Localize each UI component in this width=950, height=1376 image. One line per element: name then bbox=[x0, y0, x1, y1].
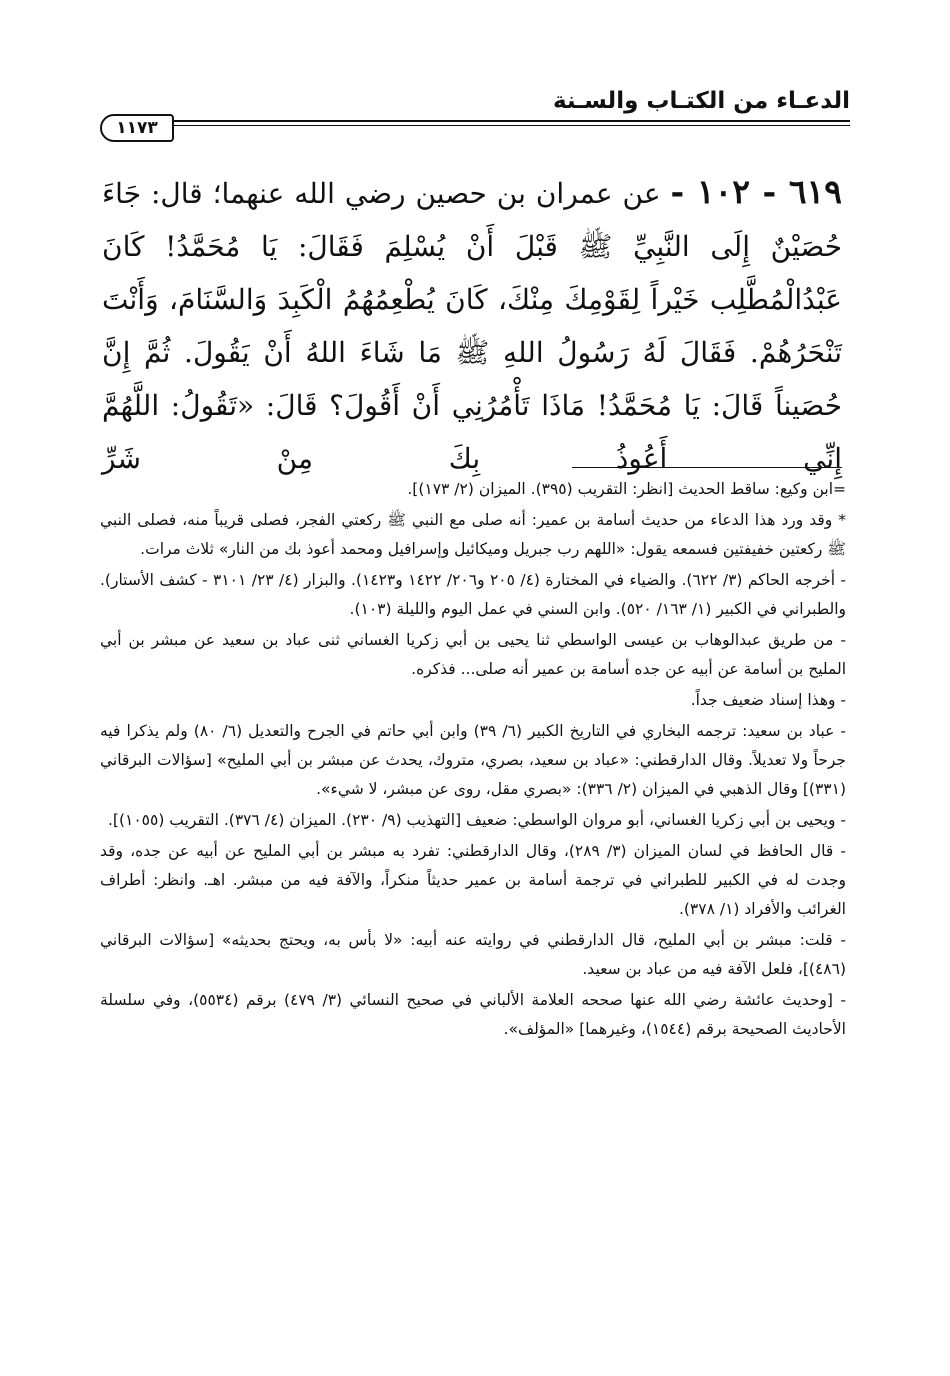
hadith-text bbox=[102, 165, 842, 485]
hadith-paragraph bbox=[102, 165, 842, 485]
header-rule bbox=[155, 120, 850, 122]
footnote: =ابن وكيع: ساقط الحديث [انظر: التقريب (٣٩٥). الميزان (٢/ ١٧٣)]. bbox=[407, 480, 846, 498]
footnote: - قلت: مبشر بن أبي المليح، قال الدارقطني في روايته عنه أبيه: «لا بأس به، ويحتج بحديثه» [سؤالات البرقاني (٤٨٦)]، فلعل الآفة فيه من عباد بن سعيد. bbox=[100, 931, 846, 978]
footnote: - قال الحافظ في لسان الميزان (٣/ ٢٨٩)، وقال الدارقطني: تفرد به مبشر بن أبي المليح عن أبيه عن جده، وقد وجدت له في الكبير للطبراني في ترجمة أسامة بن عمير حديثاً منكراً، والآفة فيه من مبشر. اهـ. وانظر: أطراف الغرائب والأفراد (١/ ٣٧٨). bbox=[100, 842, 846, 918]
running-title: الدعـاء من الكتـاب والسـنة bbox=[552, 88, 850, 114]
footnote: * وقد ورد هذا الدعاء من حديث أسامة بن عمير: أنه صلى مع النبي ﷺ ركعتي الفجر، فصلى قريباً منه، فصلى النبي ﷺ ركعتين خفيفتين فسمعه يقول: «اللهم رب جبريل وميكائيل وإسرافيل ومحمد أعوذ بك من النار» ثلاث مرات. bbox=[100, 511, 846, 558]
hadith-number: ٦١٩ - ١٠٢ - bbox=[670, 172, 843, 211]
footnote: - من طريق عبدالوهاب بن عيسى الواسطي ثنا يحيى بن أبي زكريا الغساني ثنى عباد بن سعيد عن مبشر بن أبي المليح بن أسامة عن أبيه عن جده أسامة بن عمير أنه صلى... فذكره. bbox=[100, 631, 846, 678]
hadith-body: عن عمران بن حصين رضي الله عنهما؛ قال: جَاءَ حُصَيْنٌ إِلَى النَّبِيِّ ﷺ قَبْلَ أَنْ يُسْلِمَ فَقَالَ: يَا مُحَمَّدُ! كَانَ عَبْدُالْمُطَّلِب خَيْراً لِقَوْمِكَ مِنْكَ، كَانَ يُطْعِمُهُمُ الْكَبِدَ وَالسَّنَامَ، وَأَنْتَ تَنْحَرُهُمْ. فَقَالَ لَهُ رَسُولُ اللهِ ﷺ مَا شَاءَ اللهُ أَنْ يَقُولَ. ثُمَّ إِنَّ حُصَيناً قَالَ: يَا مُحَمَّدُ! مَاذَا تَأْمُرُنِي أَنْ أَقُولَ؟ قَالَ: «تَقُولُ: اللَّهُمَّ إِنِّي أَعُوذُ بِكَ مِنْ شَرِّ bbox=[102, 177, 842, 475]
footnote: - وهذا إسناد ضعيف جداً. bbox=[690, 691, 846, 709]
page-number: ١١٧٣ bbox=[100, 114, 174, 142]
footnote: - أخرجه الحاكم (٣/ ٦٢٢). والضياء في المختارة (٤/ ٢٠٥ و٢٠٦/ ١٤٢٢ و١٤٢٣). والبزار (٤/ ٢٣/ ٣١٠١ - كشف الأستار). والطبراني في الكبير (١/ ١٦٣/ ٥٢٠). وابن السني في عمل اليوم والليلة (١٠٣). bbox=[100, 571, 847, 618]
page-header bbox=[100, 82, 850, 138]
footnotes bbox=[100, 475, 846, 1044]
footnote: - [وحديث عائشة رضي الله عنها صححه العلامة الألباني في صحيح النسائي (٣/ ٤٧٩) برقم (٥٥٣٤)، وفي سلسلة الأحاديث الصحيحة برقم (١٥٤٤)، وغيرهما] «المؤلف». bbox=[100, 991, 846, 1038]
footnote: - ويحيى بن أبي زكريا الغساني، أبو مروان الواسطي: ضعيف [التهذيب (٩/ ٢٣٠). الميزان (٤/ ٣٧٦). التقريب (١٠٥٥)]. bbox=[107, 811, 846, 829]
footnote: - عباد بن سعيد: ترجمه البخاري في التاريخ الكبير (٦/ ٣٩) وابن أبي حاتم في الجرح والتعديل (٦/ ٨٠) ولم يذكرا فيه جرحاً ولا تعديلاً. وقال الدارقطني: «عباد بن سعيد، بصري، متروك، يحدث عن مبشر بن أبي المليح» [سؤالات البرقاني (٣٣١)] وقال الذهبي في الميزان (٢/ ٣٣٦): «بصري مقل، روى عن مبشر، لا شيء». bbox=[100, 722, 847, 798]
footnote-separator bbox=[572, 467, 842, 468]
header-rule-thin bbox=[155, 125, 850, 126]
